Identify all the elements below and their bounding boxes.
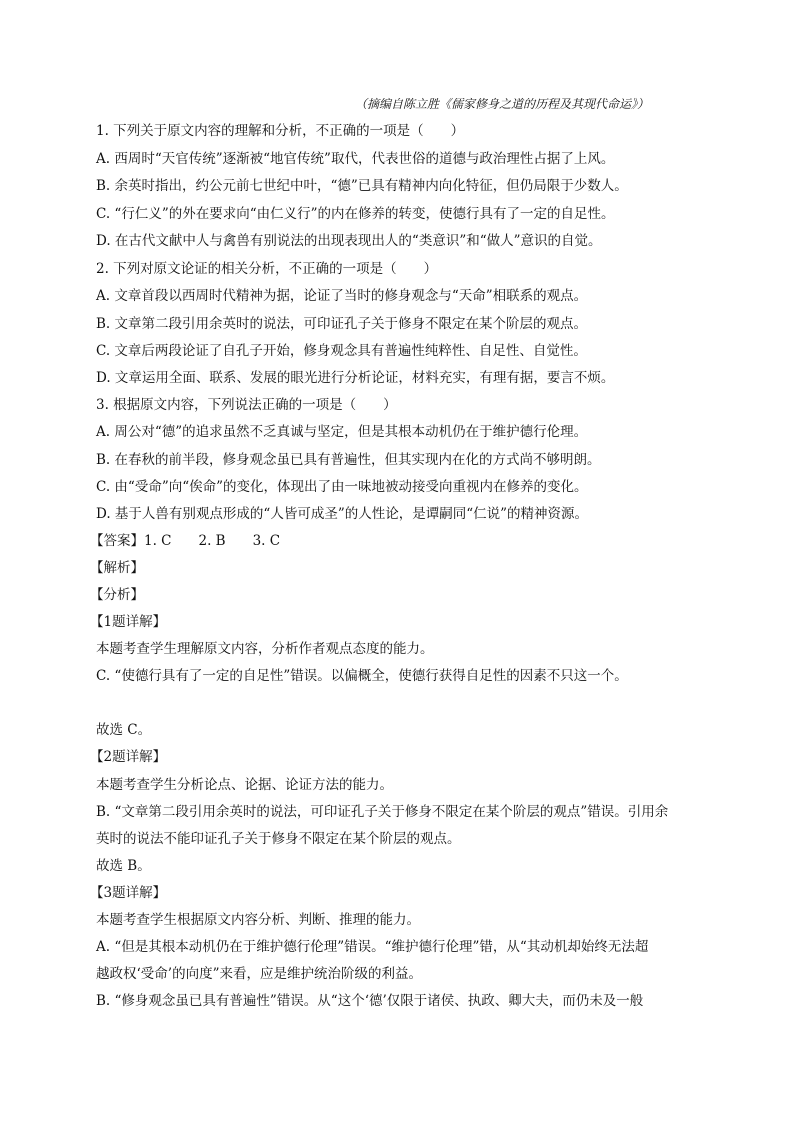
detail-1-line: C. “使德行具有了一定的自足性”错误。以偏概全，使德行获得自足性的因素不只这一个。 bbox=[96, 668, 628, 684]
detail-3-line: B. “修身观念虽已具有普遍性”错误。从“这个‘德’仅限于诸侯、执政、卿大夫，而仍未及一般 bbox=[96, 993, 644, 1009]
question-3-option-c: C. 由“受命”向“俟命”的变化，体现出了由一味地被动接受向重视内在修养的变化。 bbox=[96, 479, 588, 495]
detail-2-line: 本题考查学生分析论点、论据、论证方法的能力。 bbox=[96, 777, 393, 793]
detail-2-conclusion: 故选 B。 bbox=[96, 858, 151, 874]
question-1-option-b: B. 余英时指出，约公元前七世纪中叶，“德”已具有精神内向化特征，但仍局限于少数人。 bbox=[96, 178, 628, 194]
detail-3-line: 越政权‘受命’的向度”来看，应是维护统治阶级的利益。 bbox=[96, 966, 422, 982]
question-1-option-c: C. “行仁义”的外在要求向“由仁义行”的内在修养的转变，使德行具有了一定的自足性。 bbox=[96, 206, 615, 222]
question-3-option-d: D. 基于人兽有别观点形成的“人皆可成圣”的人性论，是谭嗣同“仁说”的精神资源。 bbox=[96, 506, 589, 522]
detail-3-header: 【3题详解】 bbox=[90, 885, 167, 901]
answer-line: 【答案】1. C 2. B 3. C bbox=[90, 533, 281, 549]
detail-3-line: 本题考查学生根据原文内容分析、判断、推理的能力。 bbox=[96, 912, 420, 928]
detail-2-line: B. “文章第二段引用余英时的说法，可印证孔子关于修身不限定在某个阶层的观点”错误。引用余 bbox=[96, 804, 669, 820]
detail-2-header: 【2题详解】 bbox=[90, 749, 167, 765]
detail-1-line: 本题考查学生理解原文内容，分析作者观点态度的能力。 bbox=[96, 641, 434, 657]
question-1-stem: 1. 下列关于原文内容的理解和分析，不正确的一项是（ ） bbox=[96, 123, 465, 139]
question-2-option-a: A. 文章首段以西周时代精神为据，论证了当时的修身观念与“天命”相联系的观点。 bbox=[96, 288, 588, 304]
question-2-option-d: D. 文章运用全面、联系、发展的眼光进行分析论证，材料充实，有理有据，要言不烦。 bbox=[96, 370, 615, 386]
question-3-option-b: B. 在春秋的前半段，修身观念虽已具有普遍性，但其实现内在化的方式尚不够明朗。 bbox=[96, 452, 601, 468]
analysis-header: 【解析】 bbox=[90, 560, 144, 576]
question-2-option-c: C. 文章后两段论证了自孔子开始，修身观念具有普遍性纯粹性、自足性、自觉性。 bbox=[96, 343, 587, 359]
question-2-stem: 2. 下列对原文论证的相关分析，不正确的一项是（ ） bbox=[96, 261, 438, 277]
detail-1-header: 【1题详解】 bbox=[90, 614, 167, 630]
source-citation: （摘编自陈立胜《儒家修身之道的历程及其现代命运》） bbox=[355, 97, 650, 111]
question-3-stem: 3. 根据原文内容，下列说法正确的一项是（ ） bbox=[96, 397, 397, 413]
detail-2-line: 英时的说法不能印证孔子关于修身不限定在某个阶层的观点。 bbox=[96, 831, 461, 847]
question-3-option-a: A. 周公对“德”的追求虽然不乏真诚与坚定，但是其根本动机仍在于维护德行伦理。 bbox=[96, 424, 588, 440]
question-2-option-b: B. 文章第二段引用余英时的说法，可印证孔子关于修身不限定在某个阶层的观点。 bbox=[96, 316, 588, 332]
question-1-option-d: D. 在古代文献中人与禽兽有别说法的出现表现出人的“类意识”和“做人”意识的自觉。 bbox=[96, 233, 602, 249]
question-1-option-a: A. 西周时“天官传统”逐渐被“地官传统”取代，代表世俗的道德与政治理性占据了上风。 bbox=[96, 151, 615, 167]
detail-3-line: A. “但是其根本动机仍在于维护德行伦理”错误。“维护德行伦理”错，从“其动机却始终无法超 bbox=[96, 939, 649, 955]
fenxi-header: 【分析】 bbox=[90, 587, 144, 603]
detail-1-conclusion: 故选 C。 bbox=[96, 722, 152, 738]
